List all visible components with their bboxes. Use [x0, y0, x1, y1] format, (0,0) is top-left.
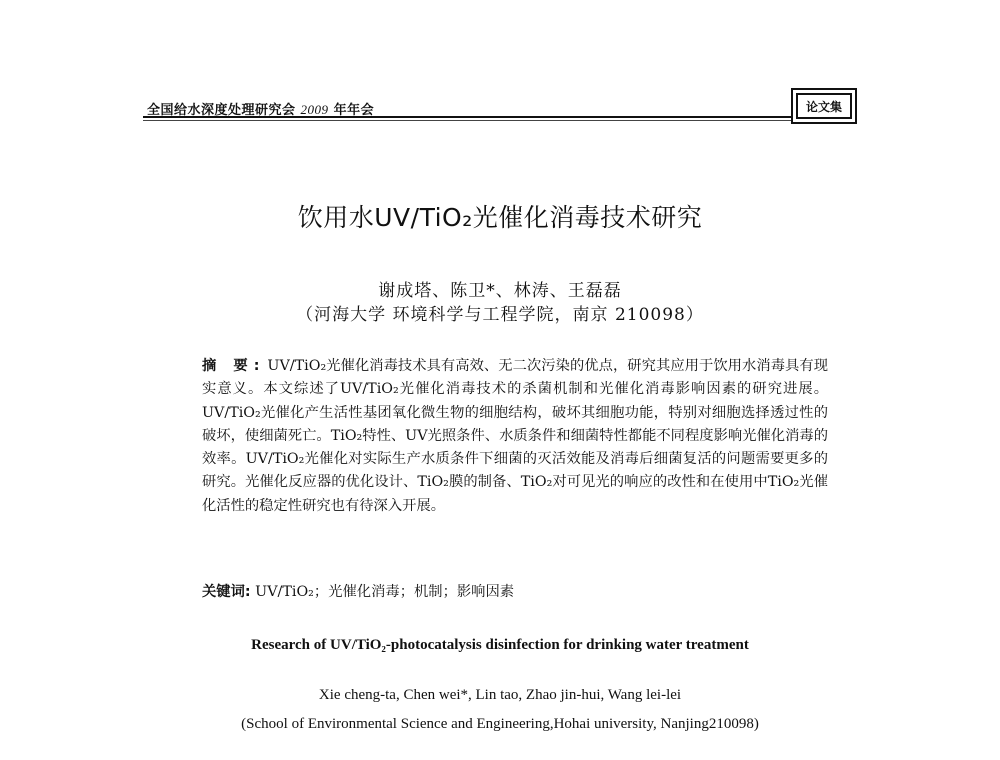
proceedings-badge: [791, 88, 857, 124]
keywords-label: 关键词:: [202, 584, 251, 600]
keywords: [202, 581, 828, 603]
conference-year: 2009: [300, 102, 329, 117]
header-rule-thin: [143, 120, 791, 121]
authors-english: Xie cheng-ta, Chen wei*, Lin tao, Zhao jin-hui, Wang lei-lei: [318, 687, 682, 703]
header-rule: [143, 116, 791, 118]
affiliation-english: (School of Environmental Science and Engineering,Hohai university, Nanjing210098): [241, 716, 759, 732]
badge-label: 论文集: [796, 93, 852, 119]
keywords-text: UV/TiO₂；光催化消毒；机制；影响因素: [255, 584, 515, 600]
affiliation-chinese: （河海大学 环境科学与工程学院，南京 210098）: [296, 305, 704, 325]
annual-meeting: 年年会: [333, 103, 375, 118]
abstract-text: UV/TiO₂光催化消毒技术具有高效、无二次污染的优点，研究其应用于饮用水消毒具有现实意义。本文综述了UV/TiO₂光催化消毒技术的杀菌机制和光催化消毒影响因素的研究进展。UV/TiO₂光催化产生活性基团氧化微生物的细胞结构，破坏其细胞功能，特别对细胞选择透过性的破坏，使细菌死亡。TiO₂特性、UV光照条件、水质条件和细菌特性都能不同程度影响光催化消毒的效率。UV/TiO₂光催化对实际生产水质条件下细菌的灭活效能及消毒后细菌复活的问题需要更多的研究。光催化反应器的优化设计、TiO₂膜的制备、TiO₂对可见光的响应的改性和在使用中TiO₂光催化活性的稳定性研究也有待深入开展。: [202, 358, 828, 514]
authors-chinese: 谢成塔、陈卫*、林涛、王磊磊: [378, 281, 622, 301]
page-title: 饮用水UV/TiO₂光催化消毒技术研究: [297, 203, 703, 232]
conference-name: 全国给水深度处理研究会: [147, 103, 296, 118]
abstract: [202, 355, 828, 518]
english-title: Research of UV/TiO₂-photocatalysis disinfection for drinking water treatment: [251, 637, 749, 653]
abstract-label: 摘 要:: [202, 358, 266, 374]
